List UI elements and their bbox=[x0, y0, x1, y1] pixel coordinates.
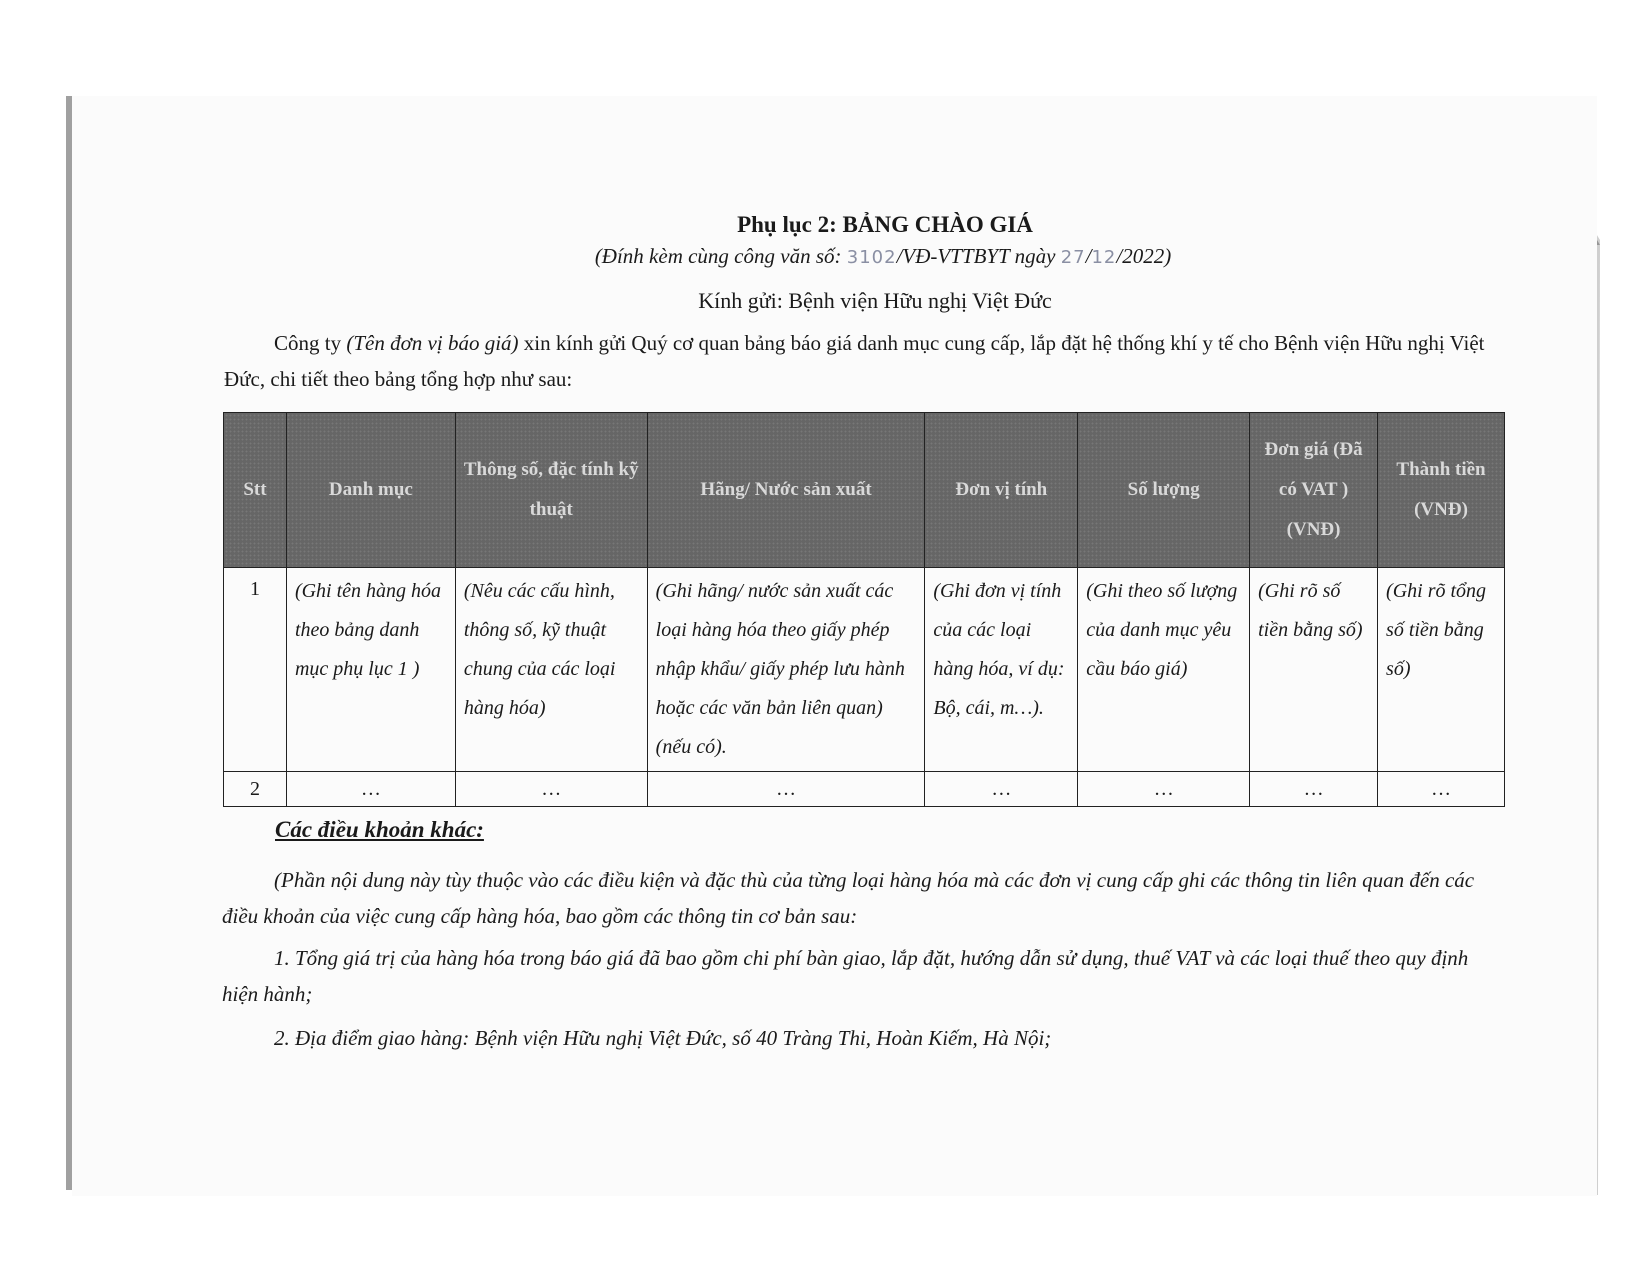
cell-danh-muc: (Ghi tên hàng hóa theo bảng danh mục phụ lục 1 ) bbox=[286, 568, 455, 772]
header-don-vi-tinh: Đơn vị tính bbox=[925, 413, 1078, 568]
table-row bbox=[224, 772, 1505, 807]
cell-hang: … bbox=[647, 772, 925, 807]
attachment-reference bbox=[58, 244, 1650, 269]
subtitle-sep: / bbox=[1085, 244, 1092, 268]
handwritten-doc-number: 3102 bbox=[846, 247, 897, 268]
cell-thanh-tien: … bbox=[1378, 772, 1505, 807]
table-header-row bbox=[224, 413, 1505, 568]
cell-thong-so: (Nêu các cấu hình, thông số, kỹ thuật chung của các loại hàng hóa) bbox=[455, 568, 647, 772]
intro-company-placeholder: (Tên đơn vị báo giá) bbox=[346, 331, 519, 355]
cell-stt: 2 bbox=[224, 772, 287, 807]
subtitle-prefix: (Đính kèm cùng công văn số: bbox=[594, 244, 847, 268]
handwritten-day: 27 bbox=[1060, 247, 1086, 268]
header-stt: Stt bbox=[224, 413, 287, 568]
header-hang-nuoc-san-xuat: Hãng/ Nước sản xuất bbox=[647, 413, 925, 568]
header-so-luong: Số lượng bbox=[1078, 413, 1250, 568]
header-don-gia: Đơn giá (Đã có VAT ) (VNĐ) bbox=[1250, 413, 1378, 568]
recipient-line: Kính gửi: Bệnh viện Hữu nghị Việt Đức bbox=[698, 288, 1052, 313]
terms-intro: (Phần nội dung này tùy thuộc vào các điều kiện và đặc thù của từng loại hàng hóa mà các đơn vị cung cấp ghi các thông tin liên quan đến các điều khoản của việc cung cấp hàng hóa, bao gồm các thông tin cơ bản sau: bbox=[222, 868, 1475, 928]
cell-thong-so: … bbox=[455, 772, 647, 807]
intro-start: Công ty bbox=[274, 331, 347, 355]
table-row bbox=[224, 568, 1505, 772]
cell-don-vi: … bbox=[925, 772, 1078, 807]
subtitle-year: /2022) bbox=[1116, 244, 1172, 268]
cell-hang: (Ghi hãng/ nước sản xuất các loại hàng hóa theo giấy phép nhập khẩu/ giấy phép lưu hành hoặc các văn bản liên quan)(nếu có). bbox=[647, 568, 925, 772]
header-thong-so: Thông số, đặc tính kỹ thuật bbox=[455, 413, 647, 568]
cell-danh-muc: … bbox=[286, 772, 455, 807]
cell-stt: 1 bbox=[224, 568, 287, 772]
header-thanh-tien: Thành tiền (VNĐ) bbox=[1378, 413, 1505, 568]
cell-don-vi: (Ghi đơn vị tính của các loại hàng hóa, ví dụ: Bộ, cái, m…). bbox=[925, 568, 1078, 772]
cell-don-gia: (Ghi rõ số tiền bằng số) bbox=[1250, 568, 1378, 772]
cell-so-luong: … bbox=[1078, 772, 1250, 807]
page-title: Phụ lục 2: BẢNG CHÀO GIÁ bbox=[737, 212, 1033, 237]
cell-so-luong: (Ghi theo số lượng của danh mục yêu cầu báo giá) bbox=[1078, 568, 1250, 772]
quotation-table bbox=[223, 412, 1505, 807]
handwritten-month: 12 bbox=[1091, 247, 1117, 268]
terms-item-2: 2. Địa điểm giao hàng: Bệnh viện Hữu nghị Việt Đức, số 40 Tràng Thi, Hoàn Kiếm, Hà Nội; bbox=[274, 1026, 1052, 1050]
cell-thanh-tien: (Ghi rõ tổng số tiền bằng số) bbox=[1378, 568, 1505, 772]
terms-heading: Các điều khoản khác: bbox=[275, 817, 484, 842]
cell-don-gia: … bbox=[1250, 772, 1378, 807]
intro-rest: xin kính gửi Quý cơ quan bảng báo giá danh mục cung cấp, lắp đặt hệ thống khí y tế cho Bệnh viện Hữu nghị Việt Đức, chi tiết theo bảng tổng hợp như sau: bbox=[224, 331, 1485, 391]
header-danh-muc: Danh mục bbox=[286, 413, 455, 568]
intro-paragraph bbox=[224, 325, 1504, 397]
subtitle-middle: /VĐ-VTTBYT ngày bbox=[896, 244, 1061, 268]
terms-item-1: 1. Tổng giá trị của hàng hóa trong báo giá đã bao gồm chi phí bàn giao, lắp đặt, hướng dẫn sử dụng, thuế VAT và các loại thuế theo quy định hiện hành; bbox=[222, 946, 1469, 1006]
